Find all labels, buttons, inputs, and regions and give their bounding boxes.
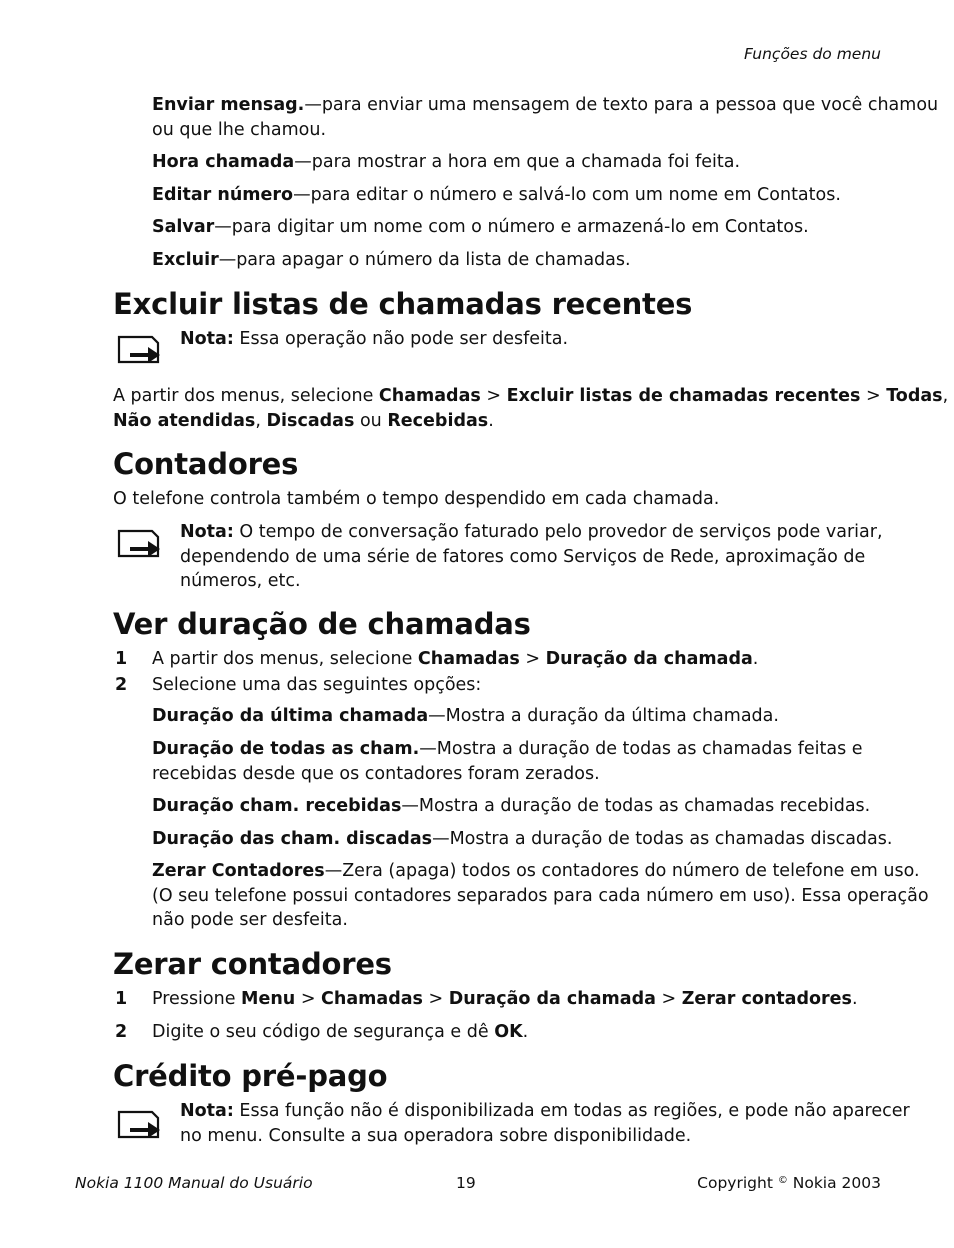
note-label: Nota: (180, 329, 234, 349)
heading-ver-duracao: Ver duração de chamadas (113, 607, 531, 641)
note-text: Essa operação não pode ser desfeita. (233, 329, 569, 349)
option-label: Duração das cham. discadas (152, 829, 433, 849)
heading-credito-pre-pago: Crédito pré-pago (113, 1059, 388, 1093)
option-text: —Mostra a duração da última chamada. (428, 706, 779, 726)
option-label: Duração de todas as cham. (152, 739, 420, 759)
text: > (655, 989, 682, 1009)
footer-copyright (697, 1174, 881, 1192)
option-label: Duração cham. recebidas (152, 796, 402, 816)
option-text: —para mostrar a hora em que a chamada foi feita. (294, 152, 741, 172)
menu-term: Menu (241, 989, 296, 1009)
text: Pressione (152, 989, 242, 1009)
option-hora-chamada (152, 150, 740, 175)
text: . (488, 410, 494, 431)
option-salvar (152, 215, 809, 240)
note-text-cont: números, etc. (180, 571, 301, 591)
text: . (851, 989, 858, 1009)
option-editar-numero (152, 183, 841, 208)
option-text: —Zera (apaga) todos os contadores do número de telefone em uso. (324, 861, 920, 881)
text: A partir dos menus, selecione (113, 386, 379, 406)
text: > (480, 386, 507, 406)
option-duracao-todas (152, 737, 863, 786)
text: . (752, 649, 759, 669)
option-text: —para enviar uma mensagem de texto para a pessoa que você chamou (304, 95, 939, 115)
option-text-cont: recebidas desde que os contadores foram zerados. (152, 763, 600, 784)
option-enviar-mensag (152, 93, 938, 142)
menu-term: OK (494, 1022, 523, 1042)
step-number: 2 (115, 1022, 128, 1042)
note-label: Nota: (180, 1101, 234, 1121)
footer-manual-title: Nokia 1100 Manual do Usuário (75, 1174, 313, 1192)
text: > (422, 989, 449, 1009)
menu-term: Excluir listas de chamadas recentes (506, 386, 861, 406)
option-text-cont: (O seu telefone possui contadores separados para cada número em uso). Essa operação (152, 885, 929, 906)
option-label: Enviar mensag. (152, 95, 305, 115)
menu-term: Duração da chamada (545, 649, 753, 669)
text: , (255, 410, 267, 431)
option-text: —Mostra a duração de todas as chamadas discadas. (432, 829, 893, 849)
option-label: Salvar (152, 217, 215, 237)
option-label: Duração da última chamada (152, 706, 429, 726)
option-label: Editar número (152, 185, 294, 205)
step-1-text (152, 987, 858, 1012)
option-duracao-recebidas (152, 794, 870, 819)
option-text: —Mostra a duração de todas as chamadas recebidas. (401, 796, 871, 816)
text: > (860, 386, 887, 406)
text: ou (354, 410, 388, 431)
option-label: Hora chamada (152, 152, 295, 172)
text: Copyright (697, 1174, 778, 1192)
text: > (519, 649, 546, 669)
step-number: 1 (115, 649, 128, 669)
menu-term: Chamadas (321, 989, 423, 1009)
menu-term: Duração da chamada (448, 989, 656, 1009)
step-1-text (152, 647, 758, 672)
option-label: Excluir (152, 250, 219, 270)
option-text: —para digitar um nome com o número e armazená-lo em Contatos. (214, 217, 809, 237)
option-label: Zerar Contadores (152, 861, 325, 881)
heading-excluir-listas: Excluir listas de chamadas recentes (113, 287, 693, 321)
menu-term: Chamadas (378, 386, 481, 406)
menu-term: Todas (886, 386, 943, 406)
note-icon (116, 334, 164, 364)
text: A partir dos menus, selecione (152, 649, 418, 669)
text: Digite o seu código de segurança e dê (152, 1022, 495, 1042)
text: . (522, 1022, 529, 1042)
option-text-cont: ou que lhe chamou. (152, 119, 327, 140)
option-text: —para editar o número e salvá-lo com um nome em Contatos. (293, 185, 841, 205)
note-text: Essa função não é disponibilizada em todas as regiões, e pode não aparecer (233, 1101, 910, 1121)
text: , (942, 386, 949, 406)
note-text-cont: dependendo de uma série de fatores como Serviços de Rede, aproximação de (180, 546, 866, 567)
option-excluir (152, 248, 631, 273)
menu-term: Discadas (266, 410, 355, 431)
menu-term: Não atendidas (113, 410, 256, 431)
note-icon (116, 528, 164, 558)
note-label: Nota: (180, 522, 234, 542)
option-text-cont: não pode ser desfeita. (152, 910, 348, 930)
text: > (295, 989, 322, 1009)
text: Nokia 2003 (787, 1174, 881, 1192)
step-number: 1 (115, 989, 128, 1009)
step-number: 2 (115, 675, 128, 695)
note-credito (180, 1099, 910, 1148)
note-text-cont: no menu. Consulte a sua operadora sobre disponibilidade. (180, 1125, 692, 1146)
option-duracao-ultima (152, 704, 779, 729)
note-contadores (180, 520, 883, 594)
menu-term: Recebidas (387, 410, 489, 431)
heading-contadores: Contadores (113, 447, 299, 481)
note-excluir (180, 327, 568, 352)
step-2-text (152, 1020, 528, 1045)
paragraph-contadores-intro: O telefone controla também o tempo despendido em cada chamada. (113, 489, 720, 509)
page-number: 19 (456, 1174, 476, 1192)
option-text: —Mostra a duração de todas as chamadas feitas e (419, 739, 863, 759)
menu-term: Zerar contadores (681, 989, 852, 1009)
note-text: O tempo de conversação faturado pelo provedor de serviços pode variar, (233, 522, 883, 542)
heading-zerar-contadores: Zerar contadores (113, 947, 392, 981)
running-head: Funções do menu (743, 45, 881, 63)
copyright-symbol: © (777, 1175, 788, 1186)
option-zerar-contadores (152, 859, 929, 933)
step-2-text: Selecione uma das seguintes opções: (152, 675, 482, 695)
note-icon (116, 1109, 164, 1139)
paragraph-excluir-menu-path (113, 384, 948, 433)
option-duracao-discadas (152, 827, 892, 852)
option-text: —para apagar o número da lista de chamadas. (218, 250, 631, 270)
menu-term: Chamadas (417, 649, 520, 669)
